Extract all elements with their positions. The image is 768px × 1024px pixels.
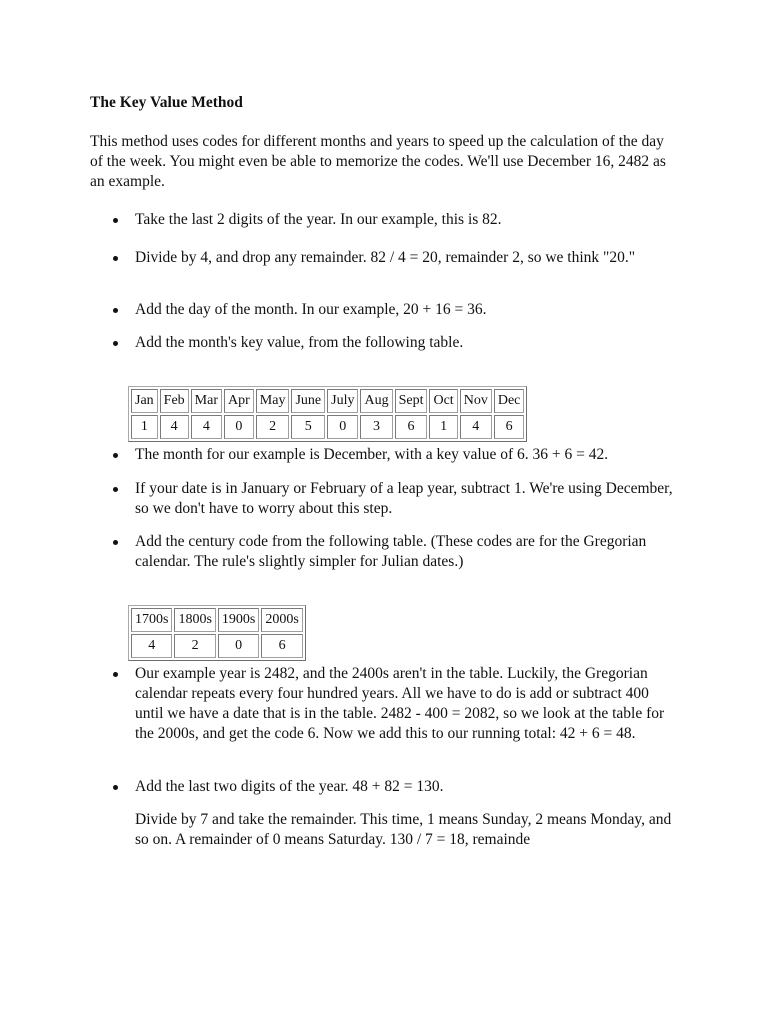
month-key-table <box>128 386 527 442</box>
century-value-cell: 0 <box>218 634 259 658</box>
month-header-cell: Nov <box>460 389 492 413</box>
step-item: The month for our example is December, with a key value of 6. 36 + 6 = 42. <box>135 445 675 465</box>
step-item: Add the century code from the following table. (These codes are for the Gregorian calendar. The rule's slightly simpler for Julian dates.) <box>135 532 675 572</box>
step-item: Take the last 2 digits of the year. In our example, this is 82. <box>135 210 675 230</box>
century-header-cell: 1900s <box>218 608 259 632</box>
century-value-row <box>131 634 303 658</box>
step-item: Add the last two digits of the year. 48 + 82 = 130. <box>135 777 675 797</box>
month-value-row <box>131 415 524 439</box>
step-item: Add the month's key value, from the following table. <box>135 333 675 353</box>
month-header-cell: Apr <box>224 389 254 413</box>
step-item-truncated <box>135 810 675 850</box>
century-header-cell: 1800s <box>174 608 215 632</box>
century-value-cell: 6 <box>261 634 302 658</box>
month-header-cell: Feb <box>160 389 189 413</box>
month-value-cell: 4 <box>160 415 189 439</box>
step-item: Add the day of the month. In our example, 20 + 16 = 36. <box>135 300 675 320</box>
century-code-table <box>128 605 306 661</box>
document-title: The Key Value Method <box>90 94 243 111</box>
month-value-cell: 0 <box>224 415 254 439</box>
month-value-cell: 1 <box>131 415 158 439</box>
month-header-cell: May <box>256 389 290 413</box>
month-value-cell: 1 <box>429 415 457 439</box>
century-value-cell: 4 <box>131 634 172 658</box>
month-value-cell: 4 <box>191 415 222 439</box>
month-value-cell: 2 <box>256 415 290 439</box>
month-header-cell: July <box>327 389 358 413</box>
month-value-cell: 6 <box>494 415 525 439</box>
intro-paragraph: This method uses codes for different months and years to speed up the calculation of the day of the week. You might even be able to memorize the codes. We'll use December 16, 2482 as an example. <box>90 133 666 190</box>
month-header-cell: Dec <box>494 389 525 413</box>
month-value-cell: 6 <box>395 415 428 439</box>
month-header-row <box>131 389 524 413</box>
month-header-cell: June <box>291 389 325 413</box>
month-header-cell: Mar <box>191 389 222 413</box>
month-value-cell: 5 <box>291 415 325 439</box>
step-item: If your date is in January or February of a leap year, subtract 1. We're using December, so we don't have to worry about this step. <box>135 479 675 519</box>
step-text: Divide by 7 and take the remainder. This time, 1 means Sunday, 2 means Monday, and so on. A remainder of 0 means Saturday. 130 / 7 = 18, remainde <box>135 811 672 848</box>
month-value-cell: 4 <box>460 415 492 439</box>
step-item: Divide by 4, and drop any remainder. 82 / 4 = 20, remainder 2, so we think "20." <box>135 248 675 268</box>
month-header-cell: Jan <box>131 389 158 413</box>
month-header-cell: Sept <box>395 389 428 413</box>
century-header-cell: 2000s <box>261 608 302 632</box>
century-value-cell: 2 <box>174 634 215 658</box>
month-value-cell: 3 <box>360 415 392 439</box>
step-item: Our example year is 2482, and the 2400s aren't in the table. Luckily, the Gregorian calendar repeats every four hundred years. All we have to do is add or subtract 400 until we have a date that is in the table. 2482 - 400 = 2082, so we look at the table for the 2000s, and get the code 6. Now we add this to our running total: 42 + 6 = 48. <box>135 664 675 744</box>
century-header-cell: 1700s <box>131 608 172 632</box>
month-header-cell: Oct <box>429 389 457 413</box>
month-header-cell: Aug <box>360 389 392 413</box>
month-value-cell: 0 <box>327 415 358 439</box>
century-header-row <box>131 608 303 632</box>
